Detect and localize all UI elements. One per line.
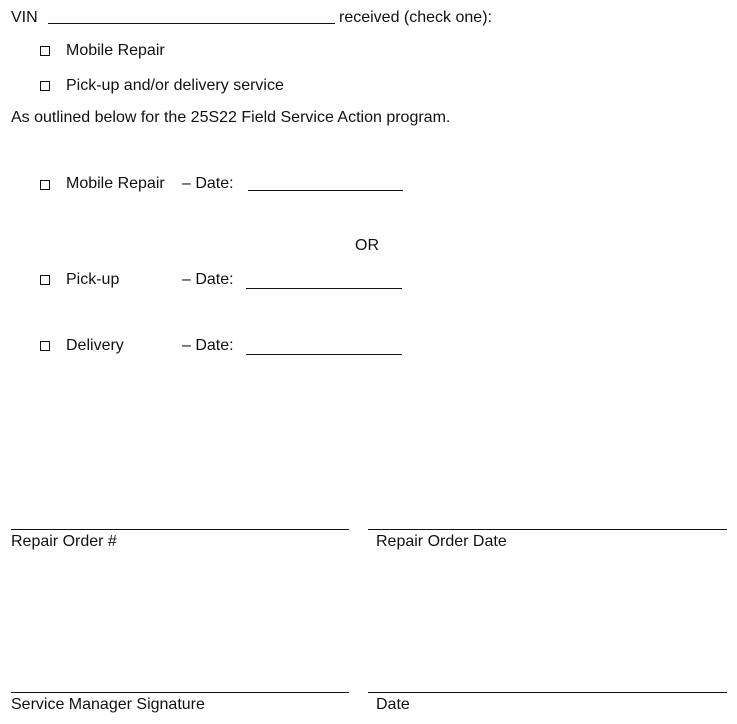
schedule-delivery-label: Delivery: [66, 337, 124, 354]
service-manager-signature-caption: Service Manager Signature: [11, 696, 205, 713]
repair-order-date-caption: Repair Order Date: [376, 533, 507, 550]
schedule-mobile-label: Mobile Repair: [66, 175, 165, 192]
service-manager-signature-line[interactable]: [11, 692, 349, 693]
vin-received-text: received (check one):: [339, 9, 492, 26]
mobile-repair-checkbox[interactable]: [40, 46, 50, 56]
repair-order-number-line[interactable]: [11, 529, 349, 530]
schedule-pickup-checkbox[interactable]: [40, 275, 50, 285]
schedule-pickup-label: Pick-up: [66, 271, 120, 288]
vin-input-line[interactable]: [48, 23, 335, 24]
schedule-mobile-date-label: – Date:: [182, 175, 234, 192]
schedule-mobile-checkbox[interactable]: [40, 180, 50, 190]
schedule-delivery-date-line[interactable]: [246, 354, 402, 355]
schedule-pickup-date-label: – Date:: [182, 271, 234, 288]
schedule-pickup-date-line[interactable]: [246, 288, 402, 289]
mobile-repair-label: Mobile Repair: [66, 42, 165, 59]
vin-label: VIN: [11, 9, 38, 26]
repair-order-date-line[interactable]: [368, 529, 727, 530]
program-statement: As outlined below for the 25S22 Field Service Action program.: [11, 109, 451, 126]
signature-date-caption: Date: [376, 696, 410, 713]
pickup-delivery-label: Pick-up and/or delivery service: [66, 77, 284, 94]
schedule-delivery-date-label: – Date:: [182, 337, 234, 354]
schedule-delivery-checkbox[interactable]: [40, 341, 50, 351]
signature-date-line[interactable]: [368, 692, 727, 693]
schedule-mobile-date-line[interactable]: [248, 190, 403, 191]
or-separator: OR: [355, 237, 379, 254]
pickup-delivery-checkbox[interactable]: [40, 81, 50, 91]
repair-order-number-caption: Repair Order #: [11, 533, 117, 550]
